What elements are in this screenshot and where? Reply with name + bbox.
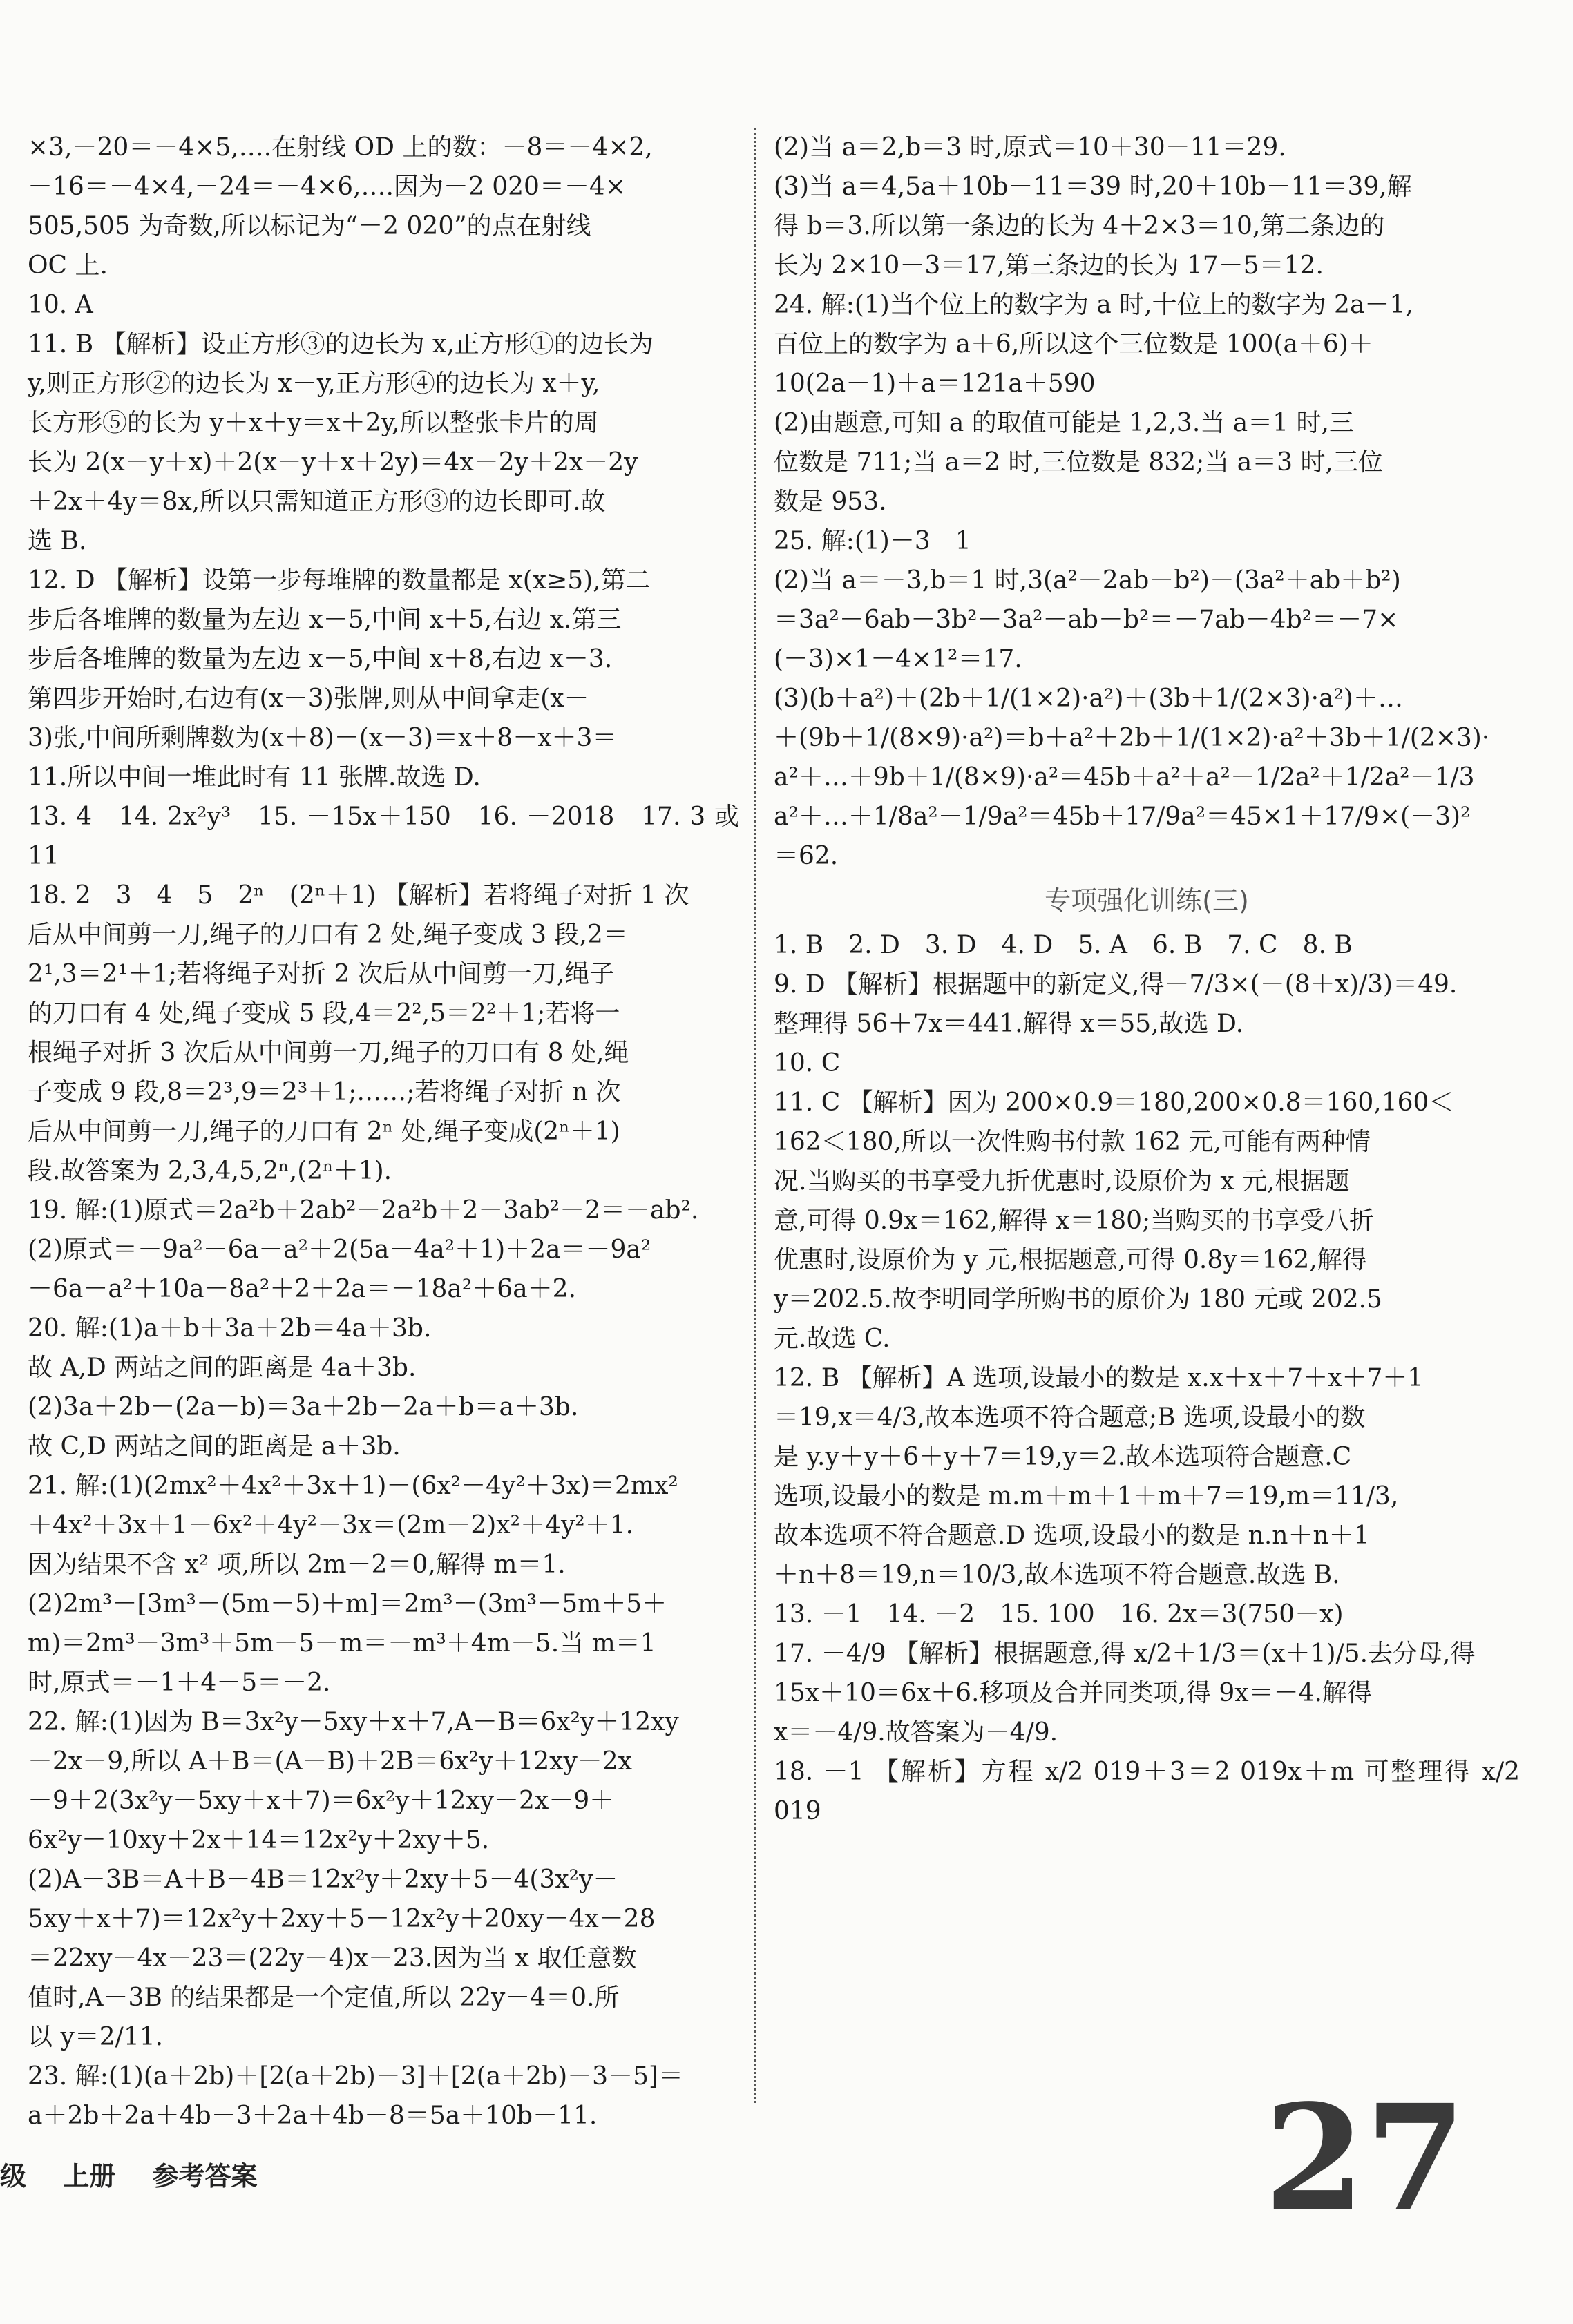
answer-24: 24. 解:(1)当个位上的数字为 a 时,十位上的数字为 2a－1,	[774, 291, 1413, 319]
text-line: ＝3a²－6ab－3b²－3a²－ab－b²＝－7ab－4b²＝－7×	[774, 606, 1399, 634]
left-column	[28, 128, 739, 2130]
answer-11: 11. B 【解析】设正方形③的边长为 x,正方形①的边长为	[28, 330, 654, 358]
text-line: ×3,－20＝－4×5,….在射线 OD 上的数：－8＝－4×2,	[28, 133, 653, 162]
text-line: 第四步开始时,右边有(x－3)张牌,则从中间拿走(x－	[28, 684, 589, 713]
footer-volume: 上册	[63, 2161, 116, 2191]
footer-label: 参考答案	[152, 2161, 258, 2191]
answer-18: 18. 2 3 4 5 2ⁿ (2ⁿ＋1) 【解析】若将绳子对折 1 次	[28, 881, 689, 910]
text-line: 位数是 711;当 a＝2 时,三位数是 832;当 a＝3 时,三位	[774, 448, 1383, 477]
text-line: a＋2b＋2a＋4b－3＋2a＋4b－8＝5a＋10b－11.	[28, 2102, 598, 2130]
text-line: 子变成 9 段,8＝2³,9＝2³＋1;……;若将绳子对折 n 次	[28, 1078, 621, 1106]
answer-22: 22. 解:(1)因为 B＝3x²y－5xy＋x＋7,A－B＝6x²y＋12xy	[28, 1708, 679, 1736]
text-line: －6a－a²＋10a－8a²＋2＋2a＝－18a²＋6a＋2.	[28, 1275, 577, 1303]
text-line: 优惠时,设原价为 y 元,根据题意,可得 0.8y＝162,解得	[774, 1246, 1367, 1274]
text-line: (2)2m³－[3m³－(5m－5)＋m]＝2m³－(3m³－5m＋5＋	[28, 1590, 667, 1618]
answer-11: 11. C 【解析】因为 200×0.9＝180,200×0.8＝160,160＜	[774, 1088, 1454, 1117]
text-line: (2)当 a＝－3,b＝1 时,3(a²－2ab－b²)－(3a²＋ab＋b²)	[774, 566, 1401, 595]
text-line: x＝－4/9.故答案为－4/9.	[774, 1718, 1058, 1747]
text-line: (2)由题意,可知 a 的取值可能是 1,2,3.当 a＝1 时,三	[774, 409, 1354, 437]
answer-21: 21. 解:(1)(2mx²＋4x²＋3x＋1)－(6x²－4y²＋3x)＝2mx²	[28, 1472, 678, 1500]
text-line: 故 C,D 两站之间的距离是 a＋3b.	[28, 1432, 401, 1461]
text-line: 后从中间剪一刀,绳子的刀口有 2 处,绳子变成 3 段,2＝	[28, 921, 628, 949]
text-line: 后从中间剪一刀,绳子的刀口有 2ⁿ 处,绳子变成(2ⁿ＋1)	[28, 1117, 620, 1146]
text-line: 数是 953.	[774, 488, 887, 516]
answer-23: 23. 解:(1)(a＋2b)＋[2(a＋2b)－3]＋[2(a＋2b)－3－5]＝	[28, 2062, 684, 2091]
text-line: ＋n＋8＝19,n＝10/3,故本选项不符合题意.故选 B.	[774, 1561, 1340, 1589]
text-line: 6x²y－10xy＋2x＋14＝12x²y＋2xy＋5.	[28, 1826, 490, 1854]
answer-20: 20. 解:(1)a＋b＋3a＋2b＝4a＋3b.	[28, 1314, 432, 1343]
text-line: a²＋…＋1/8a²－1/9a²＝45b＋17/9a²＝45×1＋17/9×(－3)²	[774, 803, 1471, 831]
text-line: ＋4x²＋3x＋1－6x²＋4y²－3x＝(2m－2)x²＋4y²＋1.	[28, 1511, 634, 1539]
column-divider	[754, 128, 756, 2103]
text-line: 长为 2(x－y＋x)＋2(x－y＋x＋2y)＝4x－2y＋2x－2y	[28, 448, 638, 477]
answer-18: 18. －1 【解析】方程 x/2 019＋3＝2 019x＋m 可整理得 x/2 019	[774, 1758, 1520, 1825]
answer-19: 19. 解:(1)原式＝2a²b＋2ab²－2a²b＋2－3ab²－2＝－ab².	[28, 1196, 699, 1225]
text-line: ＝22xy－4x－23＝(22y－4)x－23.因为当 x 取任意数	[28, 1944, 637, 1972]
text-line: 值时,A－3B 的结果都是一个定值,所以 22y－4＝0.所	[28, 1984, 620, 2012]
text-line: 2¹,3＝2¹＋1;若将绳子对折 2 次后从中间剪一刀,绳子	[28, 960, 615, 988]
text-line: 以 y＝2/11.	[28, 2023, 164, 2051]
text-line: 11.所以中间一堆此时有 11 张牌.故选 D.	[28, 763, 481, 791]
text-line: 5xy＋x＋7)＝12x²y＋2xy＋5－12x²y＋20xy－4x－28	[28, 1905, 656, 1933]
answer-12: 12. D 【解析】设第一步每堆牌的数量都是 x(x≥5),第二	[28, 566, 651, 595]
text-line: 百位上的数字为 a＋6,所以这个三位数是 100(a＋6)＋	[774, 330, 1373, 358]
text-line: OC 上.	[28, 251, 108, 280]
text-line: y＝202.5.故李明同学所购书的原价为 180 元或 202.5	[774, 1285, 1382, 1314]
text-line: 意,可得 0.9x＝162,解得 x＝180;当购买的书享受八折	[774, 1207, 1375, 1235]
text-line: (2)当 a＝2,b＝3 时,原式＝10＋30－11＝29.	[774, 133, 1286, 162]
footer-grade-fragment: 级	[0, 2161, 27, 2191]
page-number: 27	[1264, 2073, 1466, 2243]
text-line: 故 A,D 两站之间的距离是 4a＋3b.	[28, 1354, 417, 1382]
text-line: (2)A－3B＝A＋B－4B＝12x²y＋2xy＋5－4(3x²y－	[28, 1865, 618, 1894]
section-title: 专项强化训练(三)	[1045, 885, 1249, 916]
text-line: a²＋…＋9b＋1/(8×9)·a²＝45b＋a²＋a²－1/2a²＋1/2a²－1/3	[774, 763, 1475, 791]
text-line: m)＝2m³－3m³＋5m－5－m＝－m³＋4m－5.当 m＝1	[28, 1629, 656, 1658]
text-line: 15x＋10＝6x＋6.移项及合并同类项,得 9x＝－4.解得	[774, 1679, 1372, 1707]
answer-17: 17. －4/9 【解析】根据题意,得 x/2＋1/3＝(x＋1)/5.去分母,得	[774, 1640, 1476, 1668]
text-line: 整理得 56＋7x＝441.解得 x＝55,故选 D.	[774, 1010, 1244, 1038]
answer-9: 9. D 【解析】根据题中的新定义,得－7/3×(－(8＋x)/3)＝49.	[774, 970, 1458, 999]
text-line: y,则正方形②的边长为 x－y,正方形④的边长为 x＋y,	[28, 369, 600, 398]
answer-10: 10. A	[28, 291, 93, 319]
text-line: 162＜180,所以一次性购书付款 162 元,可能有两种情	[774, 1128, 1371, 1156]
text-line: (3)当 a＝4,5a＋10b－11＝39 时,20＋10b－11＝39,解	[774, 173, 1412, 201]
answers-1-8: 1. B 2. D 3. D 4. D 5. A 6. B 7. C 8. B	[774, 931, 1353, 959]
text-line: 是 y.y＋y＋6＋y＋7＝19,y＝2.故本选项符合题意.C	[774, 1443, 1352, 1471]
text-line: ＋(9b＋1/(8×9)·a²)＝b＋a²＋2b＋1/(1×2)·a²＋3b＋1/(2×3)·	[774, 724, 1490, 752]
text-line: (－3)×1－4×1²＝17.	[774, 645, 1022, 673]
text-line: 步后各堆牌的数量为左边 x－5,中间 x＋8,右边 x－3.	[28, 645, 613, 673]
text-line: 段.故答案为 2,3,4,5,2ⁿ,(2ⁿ＋1).	[28, 1157, 392, 1185]
text-line: 步后各堆牌的数量为左边 x－5,中间 x＋5,右边 x.第三	[28, 606, 622, 634]
text-line: 时,原式＝－1＋4－5＝－2.	[28, 1669, 331, 1697]
text-line: 选项,设最小的数是 m.m＋m＋1＋m＋7＝19,m＝11/3,	[774, 1482, 1399, 1510]
text-line: ＝19,x＝4/3,故本选项不符合题意;B 选项,设最小的数	[774, 1403, 1366, 1432]
text-line: －9＋2(3x²y－5xy＋x＋7)＝6x²y＋12xy－2x－9＋	[28, 1787, 615, 1815]
text-line: 长方形⑤的长为 y＋x＋y＝x＋2y,所以整张卡片的周	[28, 409, 599, 437]
text-line: 元.故选 C.	[774, 1325, 890, 1353]
text-line: 10(2a－1)＋a＝121a＋590	[774, 369, 1096, 398]
text-line: 况.当购买的书享受九折优惠时,设原价为 x 元,根据题	[774, 1167, 1350, 1195]
answers-13-16: 13. －1 14. －2 15. 100 16. 2x＝3(750－x)	[774, 1600, 1344, 1629]
text-line: 3)张,中间所剩牌数为(x＋8)－(x－3)＝x＋8－x＋3＝	[28, 724, 618, 752]
text-line: 根绳子对折 3 次后从中间剪一刀,绳子的刀口有 8 处,绳	[28, 1039, 629, 1067]
text-line: (3)(b＋a²)＋(2b＋1/(1×2)·a²)＋(3b＋1/(2×3)·a²)＋…	[774, 684, 1403, 713]
text-line: 的刀口有 4 处,绳子变成 5 段,4＝2²,5＝2²＋1;若将一	[28, 999, 620, 1028]
answers-13-17: 13. 4 14. 2x²y³ 15. －15x＋150 16. －2018 17. 3 或 11	[28, 803, 739, 870]
text-line: 得 b＝3.所以第一条边的长为 4＋2×3＝10,第二条边的	[774, 212, 1385, 240]
answer-12: 12. B 【解析】A 选项,设最小的数是 x.x＋x＋7＋x＋7＋1	[774, 1364, 1424, 1392]
text-line: 长为 2×10－3＝17,第三条边的长为 17－5＝12.	[774, 251, 1324, 280]
text-line: ＝62.	[774, 842, 839, 870]
answer-25: 25. 解:(1)－3 1	[774, 527, 971, 555]
text-line: (2)3a＋2b－(2a－b)＝3a＋2b－2a＋b＝a＋3b.	[28, 1393, 579, 1421]
text-line: －2x－9,所以 A＋B＝(A－B)＋2B＝6x²y＋12xy－2x	[28, 1747, 632, 1776]
answer-10: 10. C	[774, 1049, 841, 1077]
footer	[0, 2155, 285, 2193]
text-line: (2)原式＝－9a²－6a－a²＋2(5a－4a²＋1)＋2a＝－9a²	[28, 1236, 651, 1264]
text-line: 选 B.	[28, 527, 87, 555]
right-column	[774, 128, 1520, 2096]
text-line: 505,505 为奇数,所以标记为“－2 020”的点在射线	[28, 212, 591, 240]
text-line: ＋2x＋4y＝8x,所以只需知道正方形③的边长即可.故	[28, 488, 606, 516]
text-line: 故本选项不符合题意.D 选项,设最小的数是 n.n＋n＋1	[774, 1521, 1370, 1550]
text-line: 因为结果不含 x² 项,所以 2m－2＝0,解得 m＝1.	[28, 1550, 566, 1579]
text-line: －16＝－4×4,－24＝－4×6,….因为－2 020＝－4×	[28, 173, 627, 201]
